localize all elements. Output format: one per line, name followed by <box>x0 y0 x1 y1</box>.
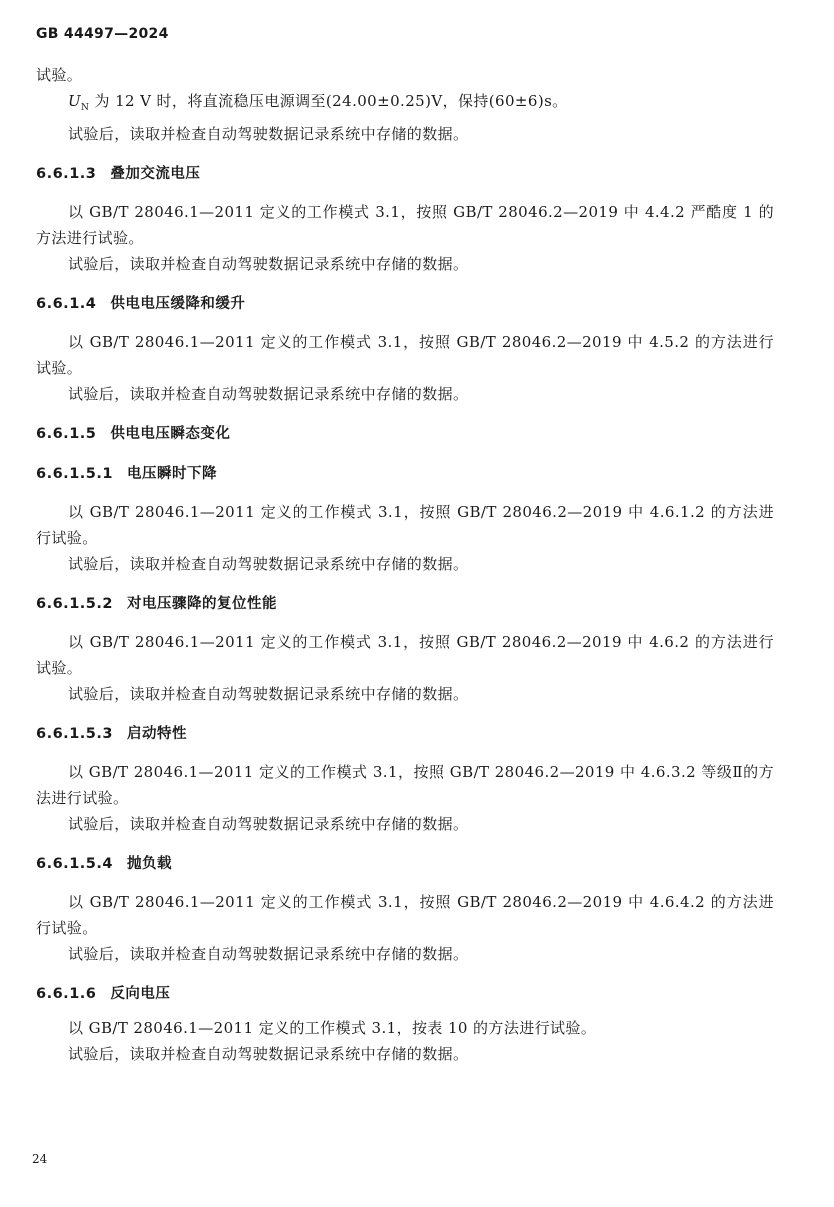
section-heading: 6.6.1.5.1 电压瞬时下降 <box>36 466 217 482</box>
section-heading: 6.6.1.5.4 抛负载 <box>36 856 172 872</box>
section-method: 以 GB/T 28046.1—2011 定义的工作模式 3.1，按表 10 的方法进行试验。 <box>68 1019 597 1037</box>
section-after-test: 试验后，读取并检查自动驾驶数据记录系统中存储的数据。 <box>68 255 469 273</box>
section-heading: 6.6.1.6 反向电压 <box>36 986 171 1002</box>
section-method: 以 GB/T 28046.1—2011 定义的工作模式 3.1，按照 GB/T 28046.2—2019 中 4.6.4.2 的方法进行试验。 <box>36 893 774 937</box>
section-method: 以 GB/T 28046.1—2011 定义的工作模式 3.1，按照 GB/T 28046.2—2019 中 4.6.2 的方法进行试验。 <box>36 633 774 677</box>
section-heading: 6.6.1.3 叠加交流电压 <box>36 166 201 182</box>
section-method: 以 GB/T 28046.1—2011 定义的工作模式 3.1，按照 GB/T 28046.2—2019 中 4.5.2 的方法进行试验。 <box>36 333 774 377</box>
standard-code-header: GB 44497—2024 <box>36 26 169 42</box>
rated-voltage-symbol: $U_N$ <box>68 92 90 113</box>
section-heading: 6.6.1.5.2 对电压骤降的复位性能 <box>36 596 277 612</box>
section-heading: 6.6.1.5 供电电压瞬态变化 <box>36 426 231 442</box>
section-after-test: 试验后，读取并检查自动驾驶数据记录系统中存储的数据。 <box>68 945 469 963</box>
page-number: 24 <box>32 1152 48 1166</box>
section-heading: 6.6.1.5.3 启动特性 <box>36 726 187 742</box>
section-after-test: 试验后，读取并检查自动驾驶数据记录系统中存储的数据。 <box>68 815 469 833</box>
section-after-test: 试验后，读取并检查自动驾驶数据记录系统中存储的数据。 <box>68 1045 469 1063</box>
intro-voltage-line <box>36 88 774 121</box>
intro-after-test: 试验后，读取并检查自动驾驶数据记录系统中存储的数据。 <box>68 125 469 143</box>
document-body <box>36 62 774 1067</box>
section-method: 以 GB/T 28046.1—2011 定义的工作模式 3.1，按照 GB/T 28046.2—2019 中 4.6.3.2 等级Ⅱ的方法进行试验。 <box>36 763 774 807</box>
section-after-test: 试验后，读取并检查自动驾驶数据记录系统中存储的数据。 <box>68 385 469 403</box>
section-method: 以 GB/T 28046.1—2011 定义的工作模式 3.1，按照 GB/T 28046.2—2019 中 4.4.2 严酷度 1 的方法进行试验。 <box>36 203 774 247</box>
section-method: 以 GB/T 28046.1—2011 定义的工作模式 3.1，按照 GB/T 28046.2—2019 中 4.6.1.2 的方法进行试验。 <box>36 503 774 547</box>
intro-continuation: 试验。 <box>36 66 83 84</box>
section-after-test: 试验后，读取并检查自动驾驶数据记录系统中存储的数据。 <box>68 555 469 573</box>
section-after-test: 试验后，读取并检查自动驾驶数据记录系统中存储的数据。 <box>68 685 469 703</box>
section-heading: 6.6.1.4 供电电压缓降和缓升 <box>36 296 246 312</box>
intro-voltage-text: 为 12 V 时，将直流稳压电源调至(24.00±0.25)V，保持(60±6)s。 <box>94 92 568 110</box>
